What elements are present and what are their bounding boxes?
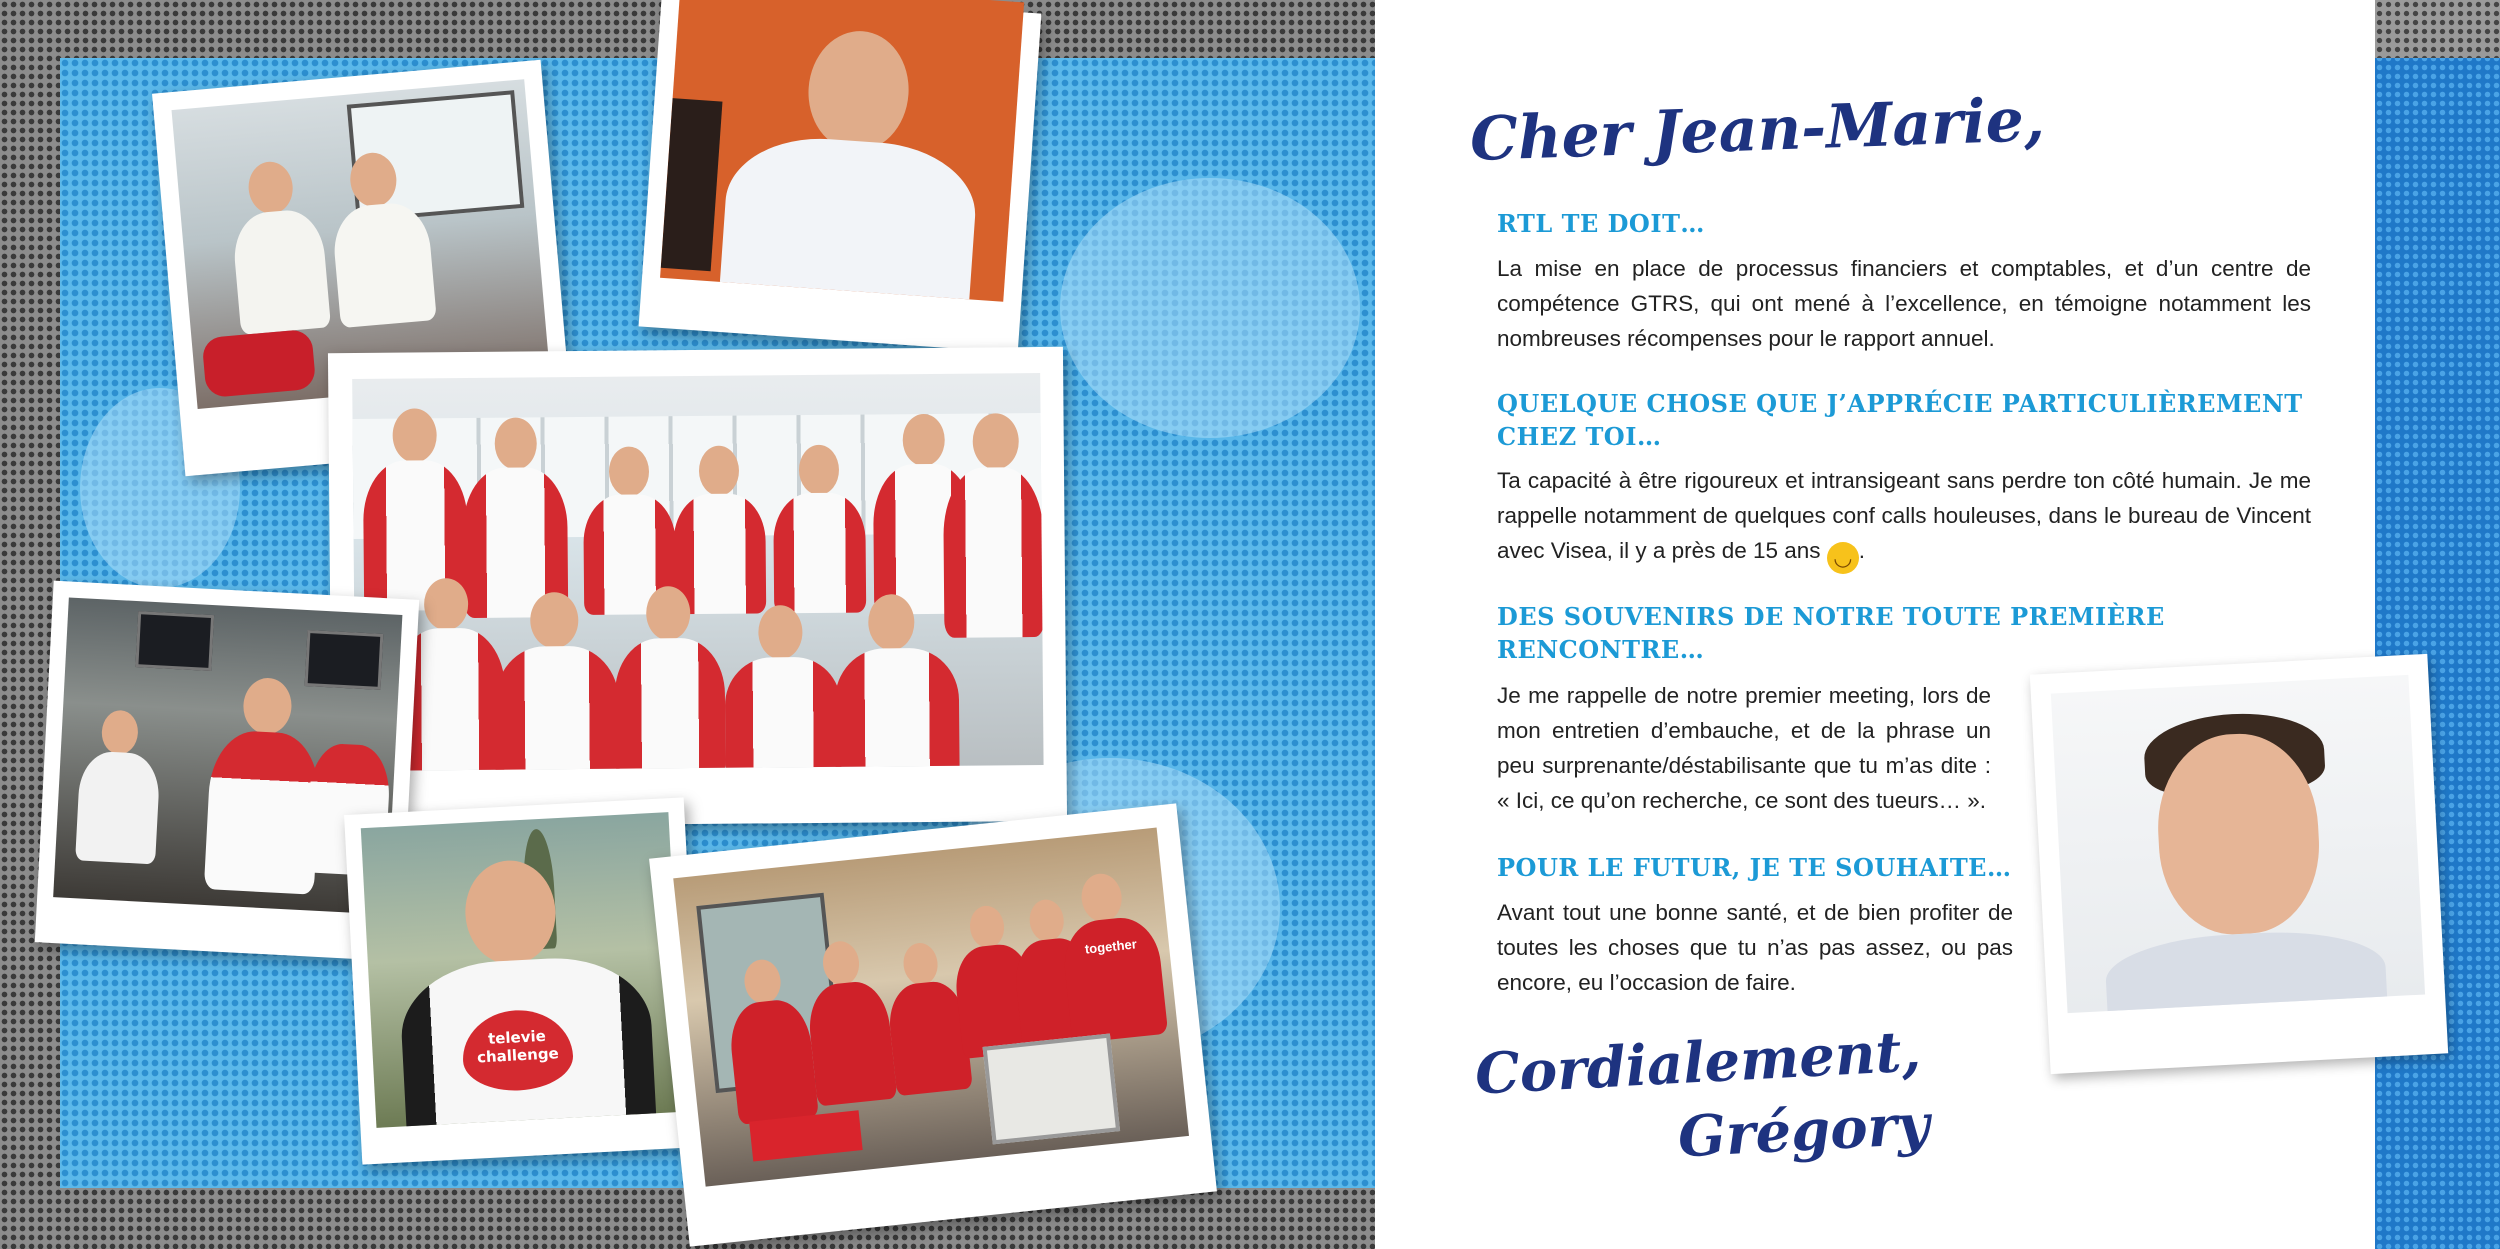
section-heading-4: POUR LE FUTUR, JE TE SOUHAITE…	[1497, 853, 2012, 882]
portrait-photo	[2051, 675, 2425, 1013]
section-heading-3b: RENCONTRE…	[1497, 635, 1705, 664]
polaroid-photo-2	[639, 0, 1042, 353]
section-heading-2b: CHEZ TOI…	[1497, 422, 1662, 451]
portrait-polaroid	[2030, 654, 2448, 1074]
section-heading-2a: QUELQUE CHOSE QUE J’APPRÉCIE PARTICULIÈREMENT	[1497, 389, 2303, 418]
computer-monitor	[983, 1034, 1121, 1145]
section-body-3: Je me rappelle de notre premier meeting, lors de mon entretien d’embauche, et de la phrase un peu surprenante/déstabilisante que tu m’as dite : « Ici, ce qu’on recherche, ce sont des tueurs… ».	[1497, 683, 1991, 813]
section-body-4: Avant tout une bonne santé, et de bien profiter de toutes les choses que tu n’as pas assez, ou pas encore, eu l’occasion de faire.	[1497, 900, 2013, 995]
polaroid-photo-group	[328, 347, 1067, 827]
televie-heart-print: televie challenge	[461, 1008, 575, 1094]
letter-greeting: Cher Jean-Marie,	[1468, 84, 2046, 176]
photo-team-group	[352, 373, 1043, 771]
halftone-blob	[1060, 178, 1360, 438]
photo-together-team	[673, 828, 1189, 1187]
section-body-2-text: Ta capacité à être rigoureux et intransigeant sans perdre ton côté humain. Je me rappelle notamment de quelques conf calls houleuses, dans le bureau de Vincent avec Visea, il y a près de 15 ans	[1497, 468, 2311, 563]
letter-closing: Cordialement,	[1473, 1018, 1923, 1108]
photo-televie-challenge	[361, 812, 684, 1128]
section-body-1: La mise en place de processus financiers et comptables, et d’un centre de compétence GTRS, qui ont mené à l’excellence, en témoigne notamment les nombreuses récompenses pour le rapport annuel.	[1497, 256, 2311, 351]
polaroid-photo-televie	[344, 797, 702, 1164]
smiley-face-icon: ◡	[1827, 542, 1859, 574]
halftone-blue-edge-band	[2375, 0, 2500, 1249]
polaroid-photo-together	[649, 803, 1217, 1246]
letter-signature: Grégory	[1676, 1091, 1932, 1171]
photo-man-pointing	[660, 0, 1024, 302]
halftone-gray-edge-band	[2375, 0, 2500, 58]
together-shirt-print: together	[1060, 914, 1168, 1043]
section-heading-3a: DES SOUVENIRS DE NOTRE TOUTE PREMIÈRE	[1497, 602, 2165, 631]
section-heading-1: RTL TE DOIT…	[1497, 209, 1705, 238]
section-body-2-end: .	[1858, 538, 1866, 563]
section-body-2	[1497, 463, 2311, 574]
